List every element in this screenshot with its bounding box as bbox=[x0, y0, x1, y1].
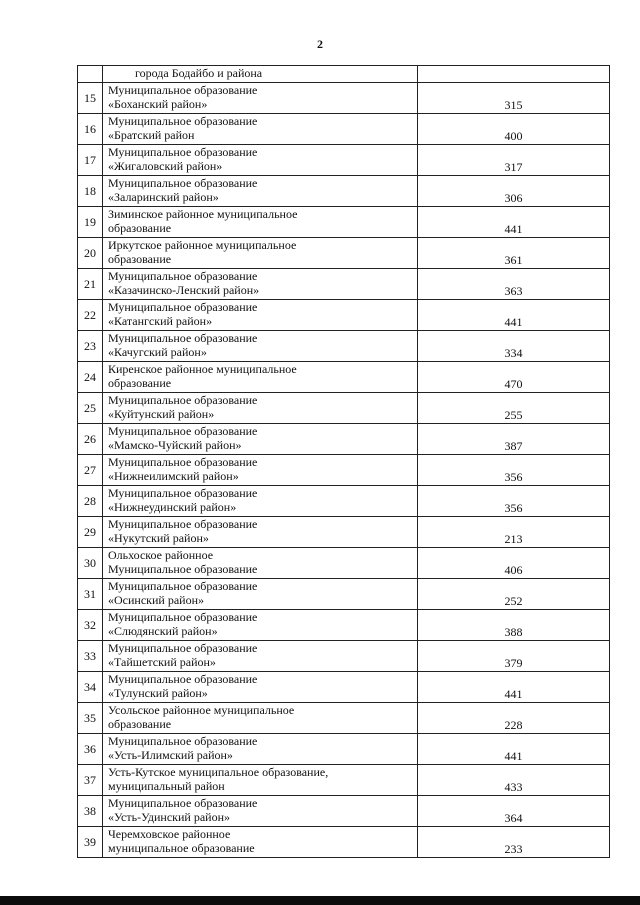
municipality-name bbox=[103, 393, 418, 424]
row-value: 441 bbox=[418, 672, 610, 703]
row-value: 406 bbox=[418, 548, 610, 579]
municipality-name-line-1: Муниципальное образование bbox=[108, 176, 258, 190]
municipality-name-line-1: Муниципальное образование bbox=[108, 579, 258, 593]
municipality-name-line-2: «Мамско-Чуйский район» bbox=[108, 438, 242, 452]
table-row bbox=[78, 207, 610, 238]
table-row bbox=[78, 517, 610, 548]
municipality-name bbox=[103, 548, 418, 579]
municipality-name-line-2: «Качугский район» bbox=[108, 345, 207, 359]
row-value: 334 bbox=[418, 331, 610, 362]
municipality-name-line-1: Муниципальное образование bbox=[108, 641, 258, 655]
row-number: 36 bbox=[78, 734, 103, 765]
municipality-name-line-1: Муниципальное образование bbox=[108, 393, 258, 407]
municipality-name-line-1: Усольское районное муниципальное bbox=[108, 703, 295, 717]
municipality-name bbox=[103, 672, 418, 703]
row-number: 15 bbox=[78, 83, 103, 114]
municipality-name-line-2: «Осинский район» bbox=[108, 593, 205, 607]
municipality-name bbox=[103, 331, 418, 362]
row-number: 23 bbox=[78, 331, 103, 362]
row-number: 31 bbox=[78, 579, 103, 610]
row-number: 19 bbox=[78, 207, 103, 238]
row-number: 20 bbox=[78, 238, 103, 269]
row-number: 34 bbox=[78, 672, 103, 703]
table-row bbox=[78, 610, 610, 641]
row-number: 38 bbox=[78, 796, 103, 827]
municipality-name-line-1: Муниципальное образование bbox=[108, 455, 258, 469]
municipality-name-line-1: Зиминское районное муниципальное bbox=[108, 207, 298, 221]
municipality-name bbox=[103, 300, 418, 331]
municipality-name-line-1: Муниципальное образование bbox=[108, 300, 258, 314]
municipality-name bbox=[103, 703, 418, 734]
row-value bbox=[418, 66, 610, 83]
row-value: 255 bbox=[418, 393, 610, 424]
row-value: 252 bbox=[418, 579, 610, 610]
row-number: 28 bbox=[78, 486, 103, 517]
row-number: 37 bbox=[78, 765, 103, 796]
municipality-name-line-1: Муниципальное образование bbox=[108, 331, 258, 345]
row-value: 228 bbox=[418, 703, 610, 734]
table-row bbox=[78, 424, 610, 455]
table-row bbox=[78, 83, 610, 114]
municipality-name bbox=[103, 114, 418, 145]
row-number: 26 bbox=[78, 424, 103, 455]
municipality-name bbox=[103, 827, 418, 858]
municipality-name: города Бодайбо и района bbox=[103, 66, 418, 83]
municipality-name bbox=[103, 641, 418, 672]
municipality-name bbox=[103, 238, 418, 269]
table-row bbox=[78, 238, 610, 269]
municipality-name bbox=[103, 424, 418, 455]
municipality-name-line-2: «Катангский район» bbox=[108, 314, 213, 328]
row-number bbox=[78, 66, 103, 83]
municipality-name bbox=[103, 455, 418, 486]
municipality-name-line-2: образование bbox=[108, 252, 172, 266]
municipality-name bbox=[103, 269, 418, 300]
municipality-name-line-1: Муниципальное образование bbox=[108, 486, 258, 500]
table-row bbox=[78, 455, 610, 486]
municipality-name-line-2: «Слюдянский район» bbox=[108, 624, 218, 638]
municipality-name-line-2: «Нижнеилимский район» bbox=[108, 469, 239, 483]
municipality-name bbox=[103, 734, 418, 765]
municipality-name-line-1: Муниципальное образование bbox=[108, 672, 258, 686]
table-row-continued bbox=[78, 66, 610, 83]
municipality-name-line-1: Иркутское районное муниципальное bbox=[108, 238, 297, 252]
row-value: 356 bbox=[418, 455, 610, 486]
municipality-name bbox=[103, 176, 418, 207]
table-row bbox=[78, 145, 610, 176]
municipality-name bbox=[103, 486, 418, 517]
table-row bbox=[78, 331, 610, 362]
row-number: 30 bbox=[78, 548, 103, 579]
row-value: 363 bbox=[418, 269, 610, 300]
row-value: 433 bbox=[418, 765, 610, 796]
table-row bbox=[78, 827, 610, 858]
table-row bbox=[78, 362, 610, 393]
municipality-name-line-2: «Заларинский район» bbox=[108, 190, 219, 204]
table-row bbox=[78, 579, 610, 610]
municipality-name bbox=[103, 207, 418, 238]
municipality-name-line-1: Черемховское районное bbox=[108, 827, 231, 841]
table-row bbox=[78, 641, 610, 672]
row-number: 22 bbox=[78, 300, 103, 331]
row-value: 441 bbox=[418, 734, 610, 765]
municipality-name-line-1: Муниципальное образование bbox=[108, 83, 258, 97]
row-value: 470 bbox=[418, 362, 610, 393]
municipality-name bbox=[103, 610, 418, 641]
municipality-name bbox=[103, 765, 418, 796]
table-row bbox=[78, 486, 610, 517]
municipality-name-line-1: Муниципальное образование bbox=[108, 796, 258, 810]
table-row bbox=[78, 672, 610, 703]
row-number: 17 bbox=[78, 145, 103, 176]
row-number: 21 bbox=[78, 269, 103, 300]
municipality-name-line-2: муниципальный район bbox=[108, 779, 225, 793]
allocation-table bbox=[77, 65, 610, 858]
municipality-name-line-2: Муниципальное образование bbox=[108, 562, 258, 576]
municipality-name-line-1: Ольхоское районное bbox=[108, 548, 214, 562]
municipality-name-line-2: образование bbox=[108, 717, 172, 731]
row-value: 317 bbox=[418, 145, 610, 176]
row-value: 233 bbox=[418, 827, 610, 858]
row-value: 364 bbox=[418, 796, 610, 827]
municipality-name-line-2: «Усть-Удинский район» bbox=[108, 810, 231, 824]
municipality-name-line-2: «Нижнеудинский район» bbox=[108, 500, 237, 514]
municipality-name-line-2: «Усть-Илимский район» bbox=[108, 748, 233, 762]
row-value: 379 bbox=[418, 641, 610, 672]
table-row bbox=[78, 796, 610, 827]
row-value: 315 bbox=[418, 83, 610, 114]
municipality-name-line-1: Муниципальное образование bbox=[108, 517, 258, 531]
table-row bbox=[78, 703, 610, 734]
municipality-name-line-2: «Тайшетский район» bbox=[108, 655, 216, 669]
row-value: 400 bbox=[418, 114, 610, 145]
row-number: 18 bbox=[78, 176, 103, 207]
municipality-name bbox=[103, 579, 418, 610]
municipality-name-line-1: Муниципальное образование bbox=[108, 145, 258, 159]
municipality-name bbox=[103, 83, 418, 114]
row-number: 25 bbox=[78, 393, 103, 424]
municipality-name-line-2: «Боханский район» bbox=[108, 97, 208, 111]
page-number: 2 bbox=[317, 37, 323, 51]
row-number: 39 bbox=[78, 827, 103, 858]
municipality-name-line-2: «Нукутский район» bbox=[108, 531, 209, 545]
municipality-name-line-1: Муниципальное образование bbox=[108, 734, 258, 748]
row-number: 35 bbox=[78, 703, 103, 734]
municipality-name-line-2: «Тулунский район» bbox=[108, 686, 208, 700]
row-value: 388 bbox=[418, 610, 610, 641]
municipality-name-line-1: Муниципальное образование bbox=[108, 424, 258, 438]
municipality-name-line-1: Киренское районное муниципальное bbox=[108, 362, 297, 376]
table-row bbox=[78, 300, 610, 331]
municipality-name bbox=[103, 145, 418, 176]
row-value: 387 bbox=[418, 424, 610, 455]
municipality-name bbox=[103, 362, 418, 393]
municipality-name bbox=[103, 796, 418, 827]
municipality-name-line-1: Муниципальное образование bbox=[108, 114, 258, 128]
municipality-name-line-2: «Жигаловский район» bbox=[108, 159, 223, 173]
scan-bottom-edge bbox=[0, 896, 640, 905]
table-row bbox=[78, 176, 610, 207]
municipality-name-line-1: Муниципальное образование bbox=[108, 610, 258, 624]
row-number: 29 bbox=[78, 517, 103, 548]
municipality-name-line-2: «Братский район bbox=[108, 128, 195, 142]
table-body bbox=[78, 66, 610, 858]
table-row bbox=[78, 269, 610, 300]
table-row bbox=[78, 765, 610, 796]
municipality-name bbox=[103, 517, 418, 548]
row-value: 356 bbox=[418, 486, 610, 517]
table-row bbox=[78, 548, 610, 579]
municipality-name-line-2: «Казачинско-Ленский район» bbox=[108, 283, 260, 297]
municipality-name-line-2: «Куйтунский район» bbox=[108, 407, 215, 421]
table-row bbox=[78, 393, 610, 424]
municipality-name-line-1: Усть-Кутское муниципальное образование, bbox=[108, 765, 329, 779]
row-number: 24 bbox=[78, 362, 103, 393]
row-value: 213 bbox=[418, 517, 610, 548]
municipality-name-line-2: муниципальное образование bbox=[108, 841, 255, 855]
row-number: 27 bbox=[78, 455, 103, 486]
row-number: 16 bbox=[78, 114, 103, 145]
row-value: 306 bbox=[418, 176, 610, 207]
municipality-name-line-2: образование bbox=[108, 221, 172, 235]
table-row bbox=[78, 734, 610, 765]
table-row bbox=[78, 114, 610, 145]
row-value: 441 bbox=[418, 300, 610, 331]
row-value: 361 bbox=[418, 238, 610, 269]
row-number: 32 bbox=[78, 610, 103, 641]
municipality-name-line-2: образование bbox=[108, 376, 172, 390]
municipality-name-line-1: Муниципальное образование bbox=[108, 269, 258, 283]
row-number: 33 bbox=[78, 641, 103, 672]
row-value: 441 bbox=[418, 207, 610, 238]
